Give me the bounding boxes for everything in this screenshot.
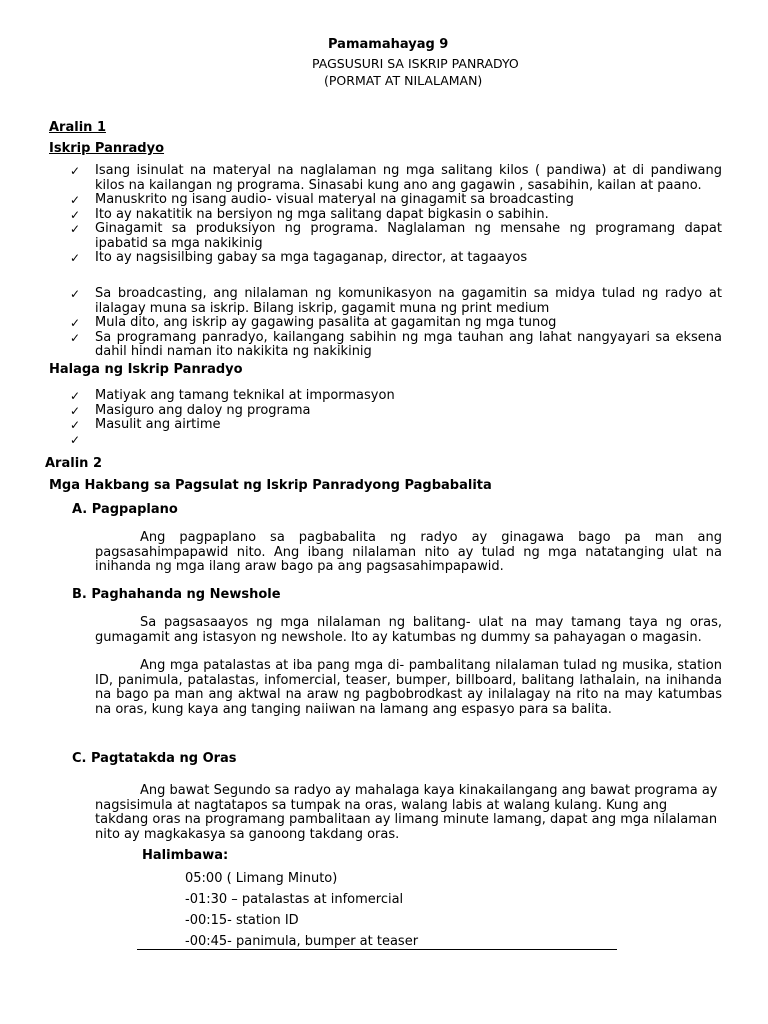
broadcasting-list xyxy=(70,287,722,360)
section-b-body-1: Sa pagsasaayos ng mga nilalaman ng balitang- ulat na may tamang taya ng oras, gumagamit ang istasyon ng newshole. Ito ay katumbas ng dummy sa pahayagan o magasin. xyxy=(95,615,722,645)
section-b-body-2: Ang mga patalastas at iba pang mga di- pambalitang nilalaman tulad ng musika, station ID, panimula, patalastas, infomercial, teaser, bumper, billboard, balitang lathalain, na inihanda na bago pa man ang aktwal na araw ng pagbobrodkast ay inilalagay na rito na may katumbas na oras, kung kaya ang tanging naiiwan na lamang ang espasyo para sa balita. xyxy=(95,658,722,717)
checkmark-icon: ✓ xyxy=(70,287,81,301)
checkmark-icon: ✓ xyxy=(70,316,81,330)
checkmark-icon: ✓ xyxy=(70,207,81,222)
checkmark-icon: ✓ xyxy=(70,418,81,432)
list-item xyxy=(70,433,722,448)
example-label: Halimbawa: xyxy=(142,848,229,863)
halaga-heading: Halaga ng Iskrip Panradyo xyxy=(49,362,243,377)
section-c-body: Ang bawat Segundo sa radyo ay mahalaga kaya kinakailangang ang bawat programa ay nagsisimula at nagtatapos sa tumpak na oras, walang labis at walang kulang. Kung ang takdang oras na programang pambalitaan ay limang minute lamang, dapat ang mga nilalaman nito ay magkakasya sa ganoong takdang oras. xyxy=(95,783,718,842)
checkmark-icon: ✓ xyxy=(70,403,81,418)
list-item: ✓ Ginagamit sa produksiyon ng programa. Naglalaman ng mensahe ng programang dapat ipabatid sa mga nakikinig xyxy=(70,221,722,251)
list-item: ✓ Sa broadcasting, ang nilalaman ng komunikasyon na gagamitin sa midya tulad ng radyo at ilalagay muna sa iskrip. Bilang iskrip, gagamit muna ng print medium xyxy=(70,286,722,316)
section-c-title: C. Pagtatakda ng Oras xyxy=(72,751,237,766)
list-item: ✓ Manuskrito ng isang audio- visual materyal na ginagamit sa broadcasting xyxy=(70,192,574,207)
example-line: -00:45- panimula, bumper at teaser xyxy=(185,934,419,949)
aralin1-heading: Iskrip Panradyo xyxy=(49,141,165,156)
list-item: ✓ Isang isinulat na materyal na naglalaman ng mga salitang kilos ( pandiwa) at di pandiwang kilos na kailangan ng programa. Sinasabi kung ano ang gagawin , sasabihin, kailan at paano. xyxy=(70,163,722,193)
checkmark-icon: ✓ xyxy=(70,251,81,265)
document-title: PAGSUSURI SA ISKRIP PANRADYO xyxy=(312,56,519,71)
list-item: ✓ Mula dito, ang iskrip ay gagawing pasalita at gagamitan ng mga tunog xyxy=(70,315,557,330)
aralin1-label: Aralin 1 xyxy=(49,120,106,135)
iskrip-definition-list xyxy=(70,164,722,266)
aralin2-label: Aralin 2 xyxy=(45,456,102,471)
section-a-title: A. Pagpaplano xyxy=(72,502,178,517)
document-subtitle: (PORMAT AT NILALAMAN) xyxy=(324,73,483,88)
list-item: ✓ Ito ay nakatitik na bersiyon ng mga salitang dapat bigkasin o sabihin. xyxy=(70,206,549,222)
list-item: ✓ Masiguro ang daloy ng programa xyxy=(70,402,311,418)
checkmark-icon: ✓ xyxy=(70,222,81,236)
halaga-list xyxy=(70,389,722,447)
checkmark-icon: ✓ xyxy=(70,432,81,447)
list-item: ✓ Masulit ang airtime xyxy=(70,417,221,432)
checkmark-icon: ✓ xyxy=(70,193,81,207)
example-line: -00:15- station ID xyxy=(185,913,299,928)
list-item: ✓ Ito ay nagsisilbing gabay sa mga tagaganap, director, at tagaayos xyxy=(70,250,528,265)
example-line: -01:30 – patalastas at infomercial xyxy=(185,892,404,907)
section-a-body: Ang pagpaplano sa pagbabalita ng radyo ay ginagawa bago pa man ang pagsasahimpapawid nito. Ang ibang nilalaman nito ay tulad ng mga natatanging ulat na inihanda ng mga ilang araw bago pa ang pagsasahimpapawid. xyxy=(95,530,722,574)
list-item: ✓ Matiyak ang tamang teknikal at impormasyon xyxy=(70,388,395,403)
checkmark-icon: ✓ xyxy=(70,389,81,403)
aralin2-heading: Mga Hakbang sa Pagsulat ng Iskrip Panradyong Pagbabalita xyxy=(49,478,492,493)
checkmark-icon: ✓ xyxy=(70,330,81,345)
checkmark-icon: ✓ xyxy=(70,164,81,178)
list-item: ✓ Sa programang panradyo, kailangang sabihin ng mga tauhan ang lahat nangyayari sa eksena dahil hindi naman ito nakikita ng nakikinig xyxy=(70,329,722,359)
sum-divider-line xyxy=(137,949,617,950)
subject-title: Pamamahayag 9 xyxy=(328,37,449,52)
example-line: 05:00 ( Limang Minuto) xyxy=(185,871,338,886)
section-b-title: B. Paghahanda ng Newshole xyxy=(72,587,281,602)
